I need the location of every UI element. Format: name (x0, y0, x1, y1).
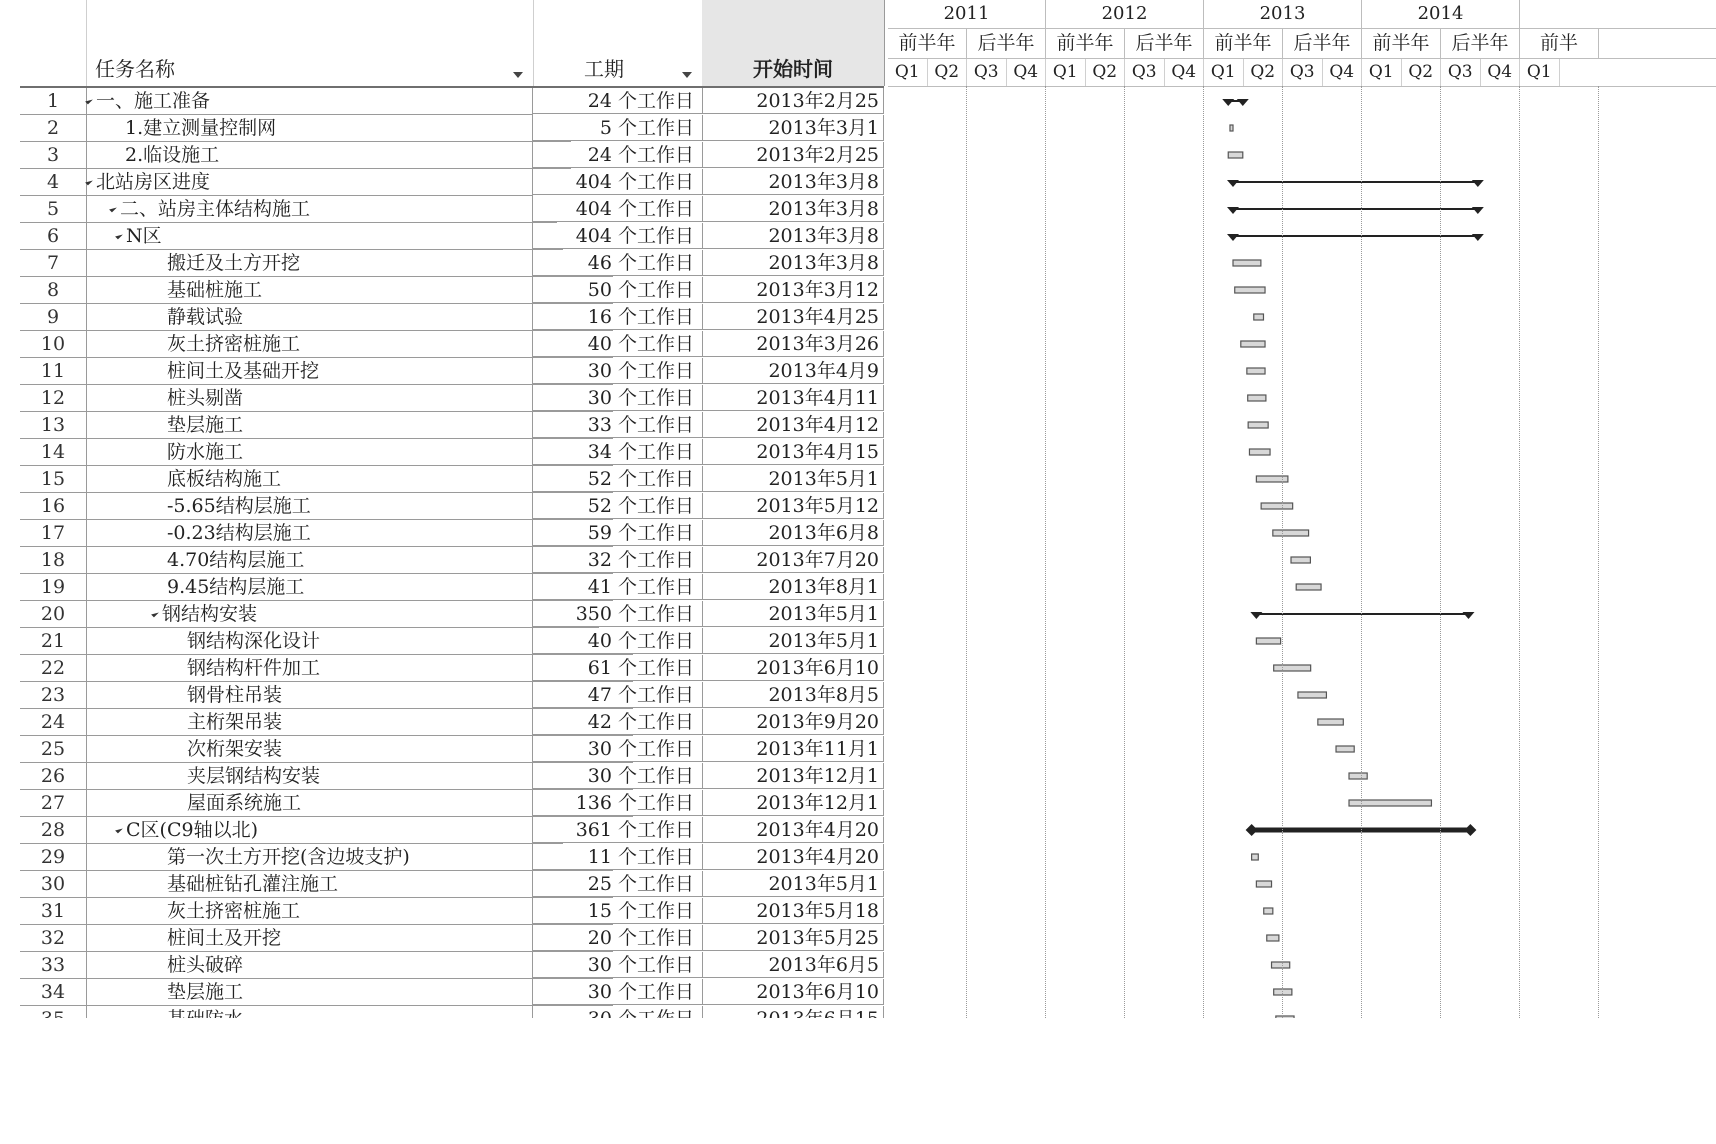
task-row[interactable] (20, 304, 884, 331)
row-number: 20 (20, 601, 86, 628)
task-name: 2.临设施工 (125, 144, 220, 166)
row-number: 14 (20, 439, 86, 466)
duration-cell[interactable]: 350 个工作日 (532, 601, 702, 627)
header-row-number[interactable] (20, 0, 86, 86)
header-duration[interactable] (532, 0, 703, 86)
duration-cell[interactable]: 11 个工作日 (532, 844, 702, 870)
task-name: 夹层钢结构安装 (187, 765, 321, 787)
task-bar[interactable] (1230, 125, 1233, 131)
start-date-cell[interactable]: 2013年4月15 (702, 439, 884, 465)
task-name: 9.45结构层施工 (167, 576, 305, 598)
gridline (1045, 86, 1046, 1018)
row-number: 7 (20, 250, 86, 277)
row-number: 24 (20, 709, 86, 736)
duration-cell[interactable]: 59 个工作日 (532, 520, 702, 546)
timescale-quarter: Q3 (1125, 58, 1165, 86)
header-task-name[interactable] (86, 0, 534, 86)
task-row[interactable] (20, 871, 884, 898)
start-date-cell[interactable]: 2013年5月25 (702, 925, 884, 951)
start-date-cell[interactable]: 2013年5月1 (702, 628, 884, 654)
task-name: 次桁架安装 (187, 738, 283, 760)
duration-cell[interactable]: 24 个工作日 (532, 88, 702, 114)
row-number: 16 (20, 493, 86, 520)
timescale-quarter: Q1 (1362, 58, 1402, 86)
task-name: 灰土挤密桩施工 (167, 333, 301, 355)
task-bar[interactable] (1296, 584, 1321, 590)
start-date-cell[interactable]: 2013年3月1 (702, 115, 884, 141)
task-bar[interactable] (1318, 719, 1343, 725)
task-row[interactable] (20, 817, 884, 844)
task-row[interactable] (20, 142, 884, 169)
timescale-year: 2012 (1046, 0, 1204, 28)
row-number: 23 (20, 682, 86, 709)
timescale-quarter: Q4 (1007, 58, 1047, 86)
row-number: 25 (20, 736, 86, 763)
gridline (1124, 86, 1125, 1018)
timescale-half-year: 前半年 (1204, 28, 1283, 58)
start-date-cell[interactable]: 2013年12月1 (702, 763, 884, 789)
task-row[interactable] (20, 763, 884, 790)
row-number: 2 (20, 115, 86, 142)
timescale-half-year: 前半 (1520, 28, 1599, 58)
task-name-cell[interactable] (86, 196, 557, 223)
filter-dropdown-icon[interactable] (513, 72, 523, 78)
row-number: 30 (20, 871, 86, 898)
task-name-cell[interactable] (86, 817, 563, 844)
row-number: 26 (20, 763, 86, 790)
task-row[interactable] (20, 682, 884, 709)
duration-cell[interactable]: 24 个工作日 (532, 142, 702, 168)
task-bar[interactable] (1256, 476, 1288, 482)
collapse-toggle-icon[interactable] (115, 825, 123, 833)
task-row[interactable] (20, 547, 884, 574)
header-start-date-label: 开始时间 (753, 57, 833, 81)
duration-cell[interactable]: 34 个工作日 (532, 439, 702, 465)
timescale-quarter: Q4 (1165, 58, 1205, 86)
row-number: 18 (20, 547, 86, 574)
timescale-header (888, 0, 1716, 87)
summary-end-marker (1464, 824, 1476, 836)
row-number: 10 (20, 331, 86, 358)
start-date-cell[interactable]: 2013年5月1 (702, 601, 884, 627)
row-number: 34 (20, 979, 86, 1006)
task-name: 钢结构深化设计 (187, 630, 321, 652)
start-date-cell[interactable]: 2013年12月1 (702, 790, 884, 816)
start-date-cell[interactable]: 2013年5月18 (702, 898, 884, 924)
summary-end-marker (1472, 234, 1484, 241)
task-name: 灰土挤密桩施工 (167, 900, 301, 922)
start-date-cell[interactable]: 2013年4月20 (702, 844, 884, 870)
start-date-cell[interactable]: 2013年3月26 (702, 331, 884, 357)
task-bar[interactable] (1336, 746, 1354, 752)
duration-cell[interactable]: 40 个工作日 (532, 331, 702, 357)
duration-cell[interactable]: 30 个工作日 (532, 736, 702, 762)
task-name: 基础桩施工 (167, 279, 263, 301)
summary-end-marker (1222, 99, 1234, 106)
task-name: 桩间土及开挖 (167, 927, 282, 949)
task-name: 桩头剔凿 (167, 387, 244, 409)
task-bar[interactable] (1256, 638, 1280, 644)
task-row[interactable] (20, 844, 884, 871)
task-row[interactable] (20, 385, 884, 412)
duration-cell[interactable]: 42 个工作日 (532, 709, 702, 735)
task-table (20, 0, 884, 1018)
row-number: 4 (20, 169, 86, 196)
task-row[interactable] (20, 709, 884, 736)
task-name: 垫层施工 (167, 981, 244, 1003)
start-date-cell[interactable]: 2013年6月10 (702, 655, 884, 681)
row-number: 28 (20, 817, 86, 844)
row-number: 11 (20, 358, 86, 385)
task-name: N区 (126, 225, 162, 247)
task-bar[interactable] (1256, 881, 1271, 887)
gantt-chart (888, 0, 1716, 1018)
timescale-quarter: Q2 (928, 58, 968, 86)
row-number: 27 (20, 790, 86, 817)
collapse-toggle-icon[interactable] (109, 204, 117, 212)
timescale-half-year: 后半年 (1125, 28, 1204, 58)
task-row[interactable] (20, 412, 884, 439)
task-name: 钢结构杆件加工 (187, 657, 321, 679)
task-name: -0.23结构层施工 (167, 522, 311, 544)
summary-end-marker (1227, 234, 1239, 241)
start-date-cell[interactable]: 2013年4月9 (702, 358, 884, 384)
row-number: 22 (20, 655, 86, 682)
task-row[interactable] (20, 898, 884, 925)
collapse-toggle-icon[interactable] (85, 96, 93, 104)
start-date-cell[interactable]: 2013年2月25 (702, 142, 884, 168)
collapse-toggle-icon[interactable] (85, 177, 93, 185)
row-number: 9 (20, 304, 86, 331)
summary-bar[interactable] (1256, 613, 1468, 615)
header-duration-label: 工期 (584, 57, 624, 81)
start-date-cell[interactable]: 2013年3月12 (702, 277, 884, 303)
row-number: 29 (20, 844, 86, 871)
duration-cell[interactable]: 32 个工作日 (532, 547, 702, 573)
task-name: 主桁架吊装 (187, 711, 283, 733)
task-row[interactable] (20, 655, 884, 682)
start-date-cell[interactable]: 2013年3月8 (702, 250, 884, 276)
header-start-date[interactable] (702, 0, 885, 86)
summary-end-marker (1472, 180, 1484, 187)
timescale-half-year: 前半年 (888, 28, 967, 58)
timescale-half-year: 前半年 (1362, 28, 1441, 58)
summary-end-marker (1472, 207, 1484, 214)
task-name: 第一次土方开挖(含边坡支护) (167, 846, 410, 868)
task-row[interactable] (20, 790, 884, 817)
timescale-quarter: Q2 (1402, 58, 1442, 86)
start-date-cell[interactable]: 2013年5月1 (702, 466, 884, 492)
duration-cell[interactable]: 5 个工作日 (532, 115, 702, 141)
summary-end-marker (1227, 180, 1239, 187)
task-bar[interactable] (1264, 908, 1273, 914)
timescale-quarter: Q3 (1283, 58, 1323, 86)
task-name-cell[interactable] (86, 88, 533, 115)
task-row[interactable] (20, 439, 884, 466)
duration-cell[interactable]: 30 个工作日 (532, 358, 702, 384)
start-date-cell[interactable]: 2013年8月5 (702, 682, 884, 708)
start-date-cell[interactable]: 2013年5月12 (702, 493, 884, 519)
start-date-cell[interactable]: 2013年7月20 (702, 547, 884, 573)
task-bar[interactable] (1254, 314, 1264, 320)
task-row[interactable] (20, 493, 884, 520)
timescale-quarter: Q2 (1086, 58, 1126, 86)
row-number: 12 (20, 385, 86, 412)
task-bar[interactable] (1274, 665, 1311, 671)
duration-cell[interactable]: 52 个工作日 (532, 466, 702, 492)
row-number: 6 (20, 223, 86, 250)
task-row[interactable] (20, 358, 884, 385)
duration-cell[interactable]: 47 个工作日 (532, 682, 702, 708)
task-row[interactable] (20, 574, 884, 601)
row-number: 1 (20, 88, 86, 115)
duration-cell[interactable]: 15 个工作日 (532, 898, 702, 924)
task-bar[interactable] (1272, 962, 1290, 968)
task-name: 钢结构安装 (162, 603, 258, 625)
duration-cell[interactable]: 30 个工作日 (532, 952, 702, 978)
task-row[interactable] (20, 331, 884, 358)
gridline (1282, 86, 1283, 1018)
start-date-cell[interactable]: 2013年6月5 (702, 952, 884, 978)
duration-cell[interactable]: 40 个工作日 (532, 628, 702, 654)
header-task-name-label: 任务名称 (95, 57, 175, 81)
timescale-quarter: Q4 (1481, 58, 1521, 86)
summary-end-marker (1227, 207, 1239, 214)
summary-end-marker (1246, 824, 1258, 836)
row-number: 8 (20, 277, 86, 304)
task-row[interactable] (20, 736, 884, 763)
duration-cell[interactable]: 52 个工作日 (532, 493, 702, 519)
timescale-half-year: 后半年 (1283, 28, 1362, 58)
duration-cell[interactable]: 361 个工作日 (532, 817, 702, 843)
timescale-year: 2014 (1362, 0, 1520, 28)
duration-cell[interactable]: 50 个工作日 (532, 277, 702, 303)
timescale-half-year: 后半年 (1441, 28, 1520, 58)
task-name: 桩头破碎 (167, 954, 244, 976)
start-date-cell[interactable]: 2013年3月8 (702, 223, 884, 249)
summary-bar[interactable] (1233, 181, 1478, 183)
task-row[interactable] (20, 115, 884, 142)
duration-cell[interactable]: 20 个工作日 (532, 925, 702, 951)
duration-cell[interactable]: 30 个工作日 (532, 385, 702, 411)
start-date-cell[interactable]: 2013年11月1 (702, 736, 884, 762)
summary-end-marker (1237, 99, 1249, 106)
task-row[interactable] (20, 925, 884, 952)
task-row[interactable] (20, 979, 884, 1006)
collapse-toggle-icon[interactable] (115, 231, 123, 239)
duration-cell[interactable]: 25 个工作日 (532, 871, 702, 897)
timescale-quarter: Q1 (1046, 58, 1086, 86)
row-number: 19 (20, 574, 86, 601)
gridline (1440, 86, 1441, 1018)
gridline (966, 86, 967, 1018)
timescale-quarter: Q3 (1441, 58, 1481, 86)
task-name: 1.建立测量控制网 (125, 117, 277, 139)
row-number: 21 (20, 628, 86, 655)
task-name: 一、施工准备 (96, 90, 211, 112)
task-bar[interactable] (1298, 692, 1326, 698)
task-bar[interactable] (1252, 854, 1259, 860)
timescale-quarter: Q1 (1204, 58, 1244, 86)
start-date-cell[interactable]: 2013年6月8 (702, 520, 884, 546)
start-date-cell[interactable]: 2013年6月10 (702, 979, 884, 1005)
task-name: 4.70结构层施工 (167, 549, 305, 571)
summary-bar[interactable] (1233, 208, 1478, 210)
task-name-cell[interactable] (86, 601, 599, 628)
task-name: 基础桩钻孔灌注施工 (167, 873, 339, 895)
task-row[interactable] (20, 196, 884, 223)
start-date-cell[interactable]: 2013年4月20 (702, 817, 884, 843)
summary-end-marker (1462, 612, 1474, 619)
task-row[interactable] (20, 601, 884, 628)
task-bar[interactable] (1291, 557, 1310, 563)
task-name-cell[interactable] (86, 115, 571, 142)
row-number: 15 (20, 466, 86, 493)
task-row[interactable] (20, 628, 884, 655)
task-rows (20, 88, 884, 1033)
task-name-cell[interactable] (86, 169, 533, 196)
task-name: -5.65结构层施工 (167, 495, 311, 517)
task-row[interactable] (20, 952, 884, 979)
task-name: 搬迁及土方开挖 (167, 252, 301, 274)
task-name: 二、站房主体结构施工 (120, 198, 311, 220)
task-name: 桩间土及基础开挖 (167, 360, 320, 382)
page-bottom (0, 1018, 1716, 1144)
task-bar[interactable] (1235, 287, 1265, 293)
duration-cell[interactable]: 46 个工作日 (532, 250, 702, 276)
task-bar[interactable] (1241, 341, 1265, 347)
summary-bar[interactable] (1233, 235, 1478, 237)
gridline (1203, 86, 1204, 1018)
summary-end-marker (1250, 612, 1262, 619)
task-row[interactable] (20, 277, 884, 304)
duration-cell[interactable]: 30 个工作日 (532, 979, 702, 1005)
gridline (1598, 86, 1599, 1018)
task-row[interactable] (20, 88, 884, 115)
task-name: 静载试验 (167, 306, 244, 328)
row-number: 17 (20, 520, 86, 547)
duration-cell[interactable]: 136 个工作日 (532, 790, 702, 816)
task-bar[interactable] (1228, 152, 1243, 158)
row-number: 3 (20, 142, 86, 169)
task-bar[interactable] (1349, 773, 1367, 779)
start-date-cell[interactable]: 2013年3月8 (702, 169, 884, 195)
timescale-divider (888, 58, 1716, 59)
timescale-quarter: Q4 (1323, 58, 1363, 86)
task-bar[interactable] (1233, 260, 1261, 266)
gridline (1361, 86, 1362, 1018)
timescale-half-year: 后半年 (967, 28, 1046, 58)
start-date-cell[interactable]: 2013年4月12 (702, 412, 884, 438)
row-number: 31 (20, 898, 86, 925)
task-name: C区(C9轴以北) (126, 819, 258, 841)
task-row[interactable] (20, 520, 884, 547)
timescale-year: 2013 (1204, 0, 1362, 28)
row-number: 5 (20, 196, 86, 223)
task-name: 垫层施工 (167, 414, 244, 436)
duration-cell[interactable]: 30 个工作日 (532, 763, 702, 789)
timescale-divider (888, 28, 1716, 29)
task-name-cell[interactable] (86, 142, 571, 169)
row-number: 33 (20, 952, 86, 979)
task-row[interactable] (20, 169, 884, 196)
duration-cell[interactable]: 404 个工作日 (532, 223, 702, 249)
task-name: 底板结构施工 (167, 468, 282, 490)
duration-cell[interactable]: 41 个工作日 (532, 574, 702, 600)
task-row[interactable] (20, 223, 884, 250)
timescale-quarter: Q3 (967, 58, 1007, 86)
duration-cell[interactable]: 33 个工作日 (532, 412, 702, 438)
timescale-half-year: 前半年 (1046, 28, 1125, 58)
timescale-year: 2011 (888, 0, 1046, 28)
gantt-bars (888, 88, 1716, 1018)
task-name-cell[interactable] (86, 223, 563, 250)
duration-cell[interactable]: 404 个工作日 (532, 196, 702, 222)
row-number: 32 (20, 925, 86, 952)
task-bar[interactable] (1248, 422, 1268, 428)
start-date-cell[interactable]: 2013年9月20 (702, 709, 884, 735)
duration-cell[interactable]: 61 个工作日 (532, 655, 702, 681)
task-name: 钢骨柱吊装 (187, 684, 283, 706)
task-bar[interactable] (1249, 449, 1270, 455)
collapse-toggle-icon[interactable] (151, 609, 159, 617)
task-name: 防水施工 (167, 441, 244, 463)
task-bar[interactable] (1248, 395, 1266, 401)
task-bar[interactable] (1261, 503, 1293, 509)
start-date-cell[interactable]: 2013年5月1 (702, 871, 884, 897)
timescale-quarter: Q1 (1520, 58, 1560, 86)
task-name: 屋面系统施工 (187, 792, 302, 814)
task-bar[interactable] (1247, 368, 1265, 374)
duration-cell[interactable]: 16 个工作日 (532, 304, 702, 330)
gridline (1519, 86, 1520, 1018)
timescale-quarter: Q1 (888, 58, 928, 86)
timescale-quarter: Q2 (1244, 58, 1284, 86)
start-date-cell[interactable]: 2013年4月11 (702, 385, 884, 411)
start-date-cell[interactable]: 2013年3月8 (702, 196, 884, 222)
task-row[interactable] (20, 250, 884, 277)
duration-cell[interactable]: 404 个工作日 (532, 169, 702, 195)
filter-dropdown-icon[interactable] (682, 72, 692, 78)
task-row[interactable] (20, 466, 884, 493)
row-number: 13 (20, 412, 86, 439)
start-date-cell[interactable]: 2013年2月25 (702, 88, 884, 114)
task-bar[interactable] (1267, 935, 1279, 941)
task-bar[interactable] (1273, 530, 1309, 536)
start-date-cell[interactable]: 2013年8月1 (702, 574, 884, 600)
task-name: 北站房区进度 (96, 171, 211, 193)
start-date-cell[interactable]: 2013年4月25 (702, 304, 884, 330)
